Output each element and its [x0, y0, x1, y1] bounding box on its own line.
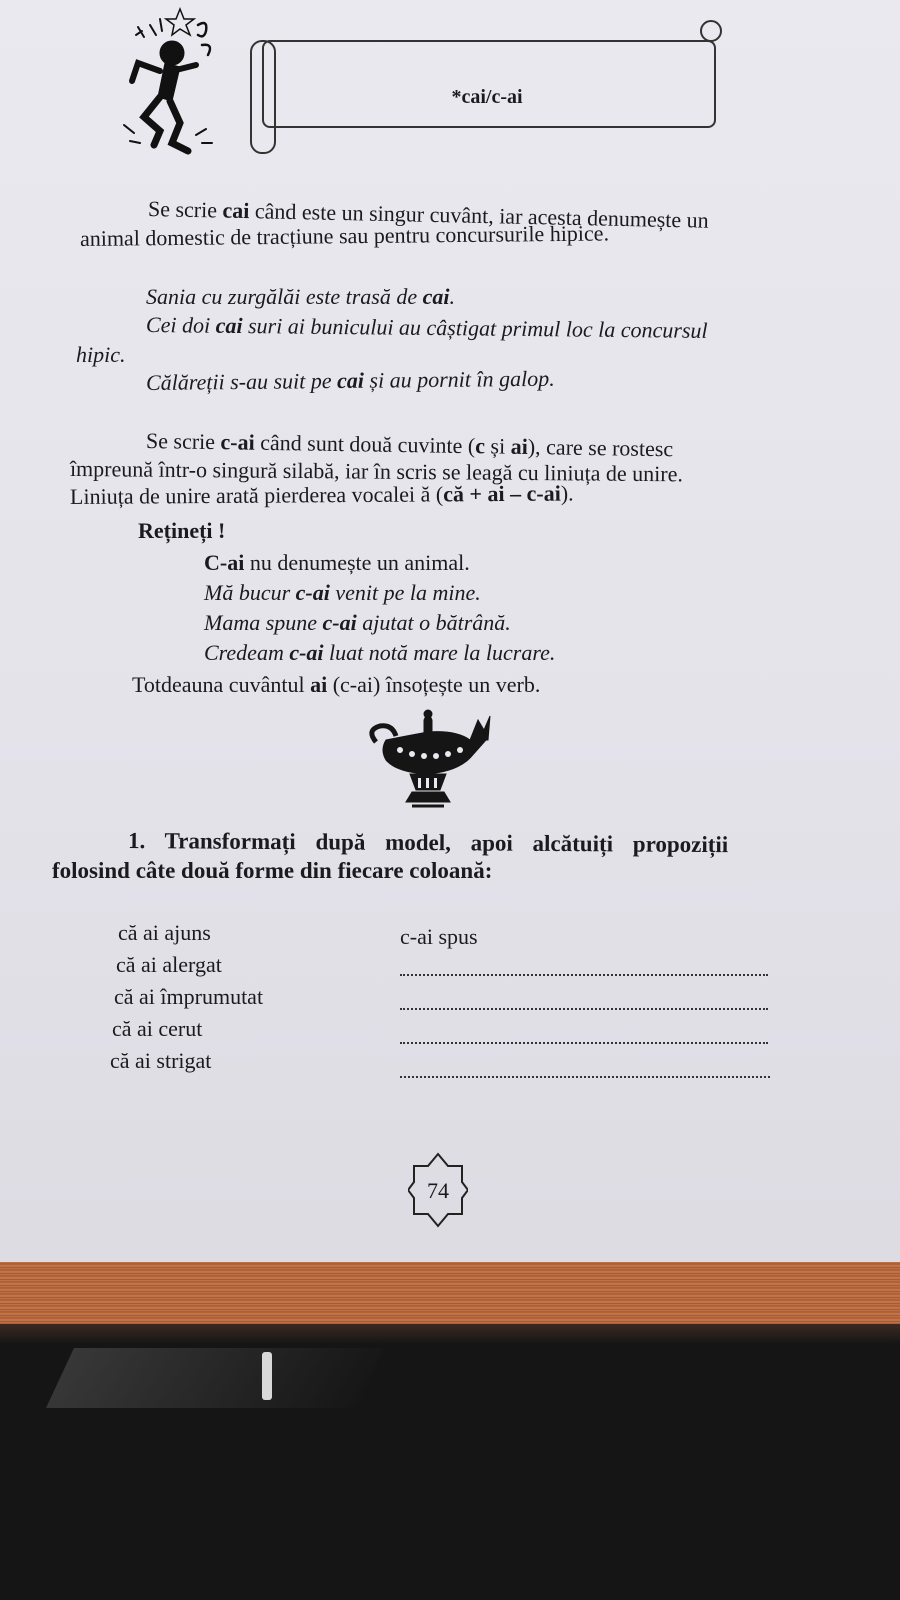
answer-line[interactable] [400, 1040, 768, 1044]
book-shadow [0, 1324, 900, 1344]
jumping-figure-icon [110, 5, 230, 165]
left-column-item: că ai strigat [110, 1048, 212, 1073]
page-title: *cai/c-ai [451, 86, 523, 108]
page-number: 74 [427, 1178, 449, 1203]
example-cai-1: Sania cu zurgălăi este trasă de cai. [146, 284, 456, 309]
example-cai-2-cont: hipic. [76, 342, 126, 367]
exercise-line-2: folosind câte două forme din fiecare coloană: [52, 858, 493, 883]
remember-line-3: Mama spune c-ai ajutat o bătrână. [204, 610, 511, 635]
rule-line-3: Liniuța de unire arată pierderea vocalei ă (că + ai – c-ai). [69, 480, 574, 509]
table-glare [46, 1348, 384, 1408]
intro-line-1: Se scrie cai când este un singur cuvânt, iar acesta denumește un [147, 196, 709, 233]
left-column-item: că ai ajuns [118, 920, 211, 945]
remember-note: Totdeauna cuvântul ai (c-ai) însoțește un verb. [132, 672, 541, 697]
remember-heading: Rețineți ! [138, 518, 226, 543]
remember-line-2: Mă bucur c-ai venit pe la mine. [204, 580, 481, 605]
left-column-item: că ai cerut [112, 1016, 203, 1041]
remember-line-1: C-ai nu denumește un animal. [204, 550, 470, 575]
intro-line-2: animal domestic de tracțiune sau pentru concursurile hipice. [79, 220, 610, 251]
rule-line-1: Se scrie c-ai când sunt două cuvinte (c și ai), care se rostesc [145, 428, 674, 462]
oil-lamp-icon [366, 706, 492, 816]
left-column-item: că ai alergat [116, 952, 222, 977]
book-page-edges [0, 1262, 900, 1324]
remember-line-4: Credeam c-ai luat notă mare la lucrare. [204, 640, 556, 665]
model-answer: c-ai spus [400, 924, 478, 949]
example-cai-2: Cei doi cai suri ai bunicului au câștigat primul loc la concursul [145, 312, 708, 343]
title-banner [262, 40, 716, 128]
answer-line[interactable] [400, 972, 768, 976]
light-reflection [262, 1352, 272, 1400]
example-cai-3: Călăreții s-au suit pe cai și au pornit în galop. [145, 365, 555, 395]
exercise-line-1: 1. Transformați după model, apoi alcătuiți propoziții [127, 828, 729, 858]
answer-line[interactable] [400, 1006, 768, 1010]
rule-line-2: împreună într-o singură silabă, iar în scris se leagă cu liniuța de unire. [69, 456, 684, 487]
left-column-item: că ai împrumutat [114, 984, 264, 1009]
banner-scroll-curl-right [700, 20, 722, 42]
answer-line[interactable] [400, 1074, 770, 1078]
